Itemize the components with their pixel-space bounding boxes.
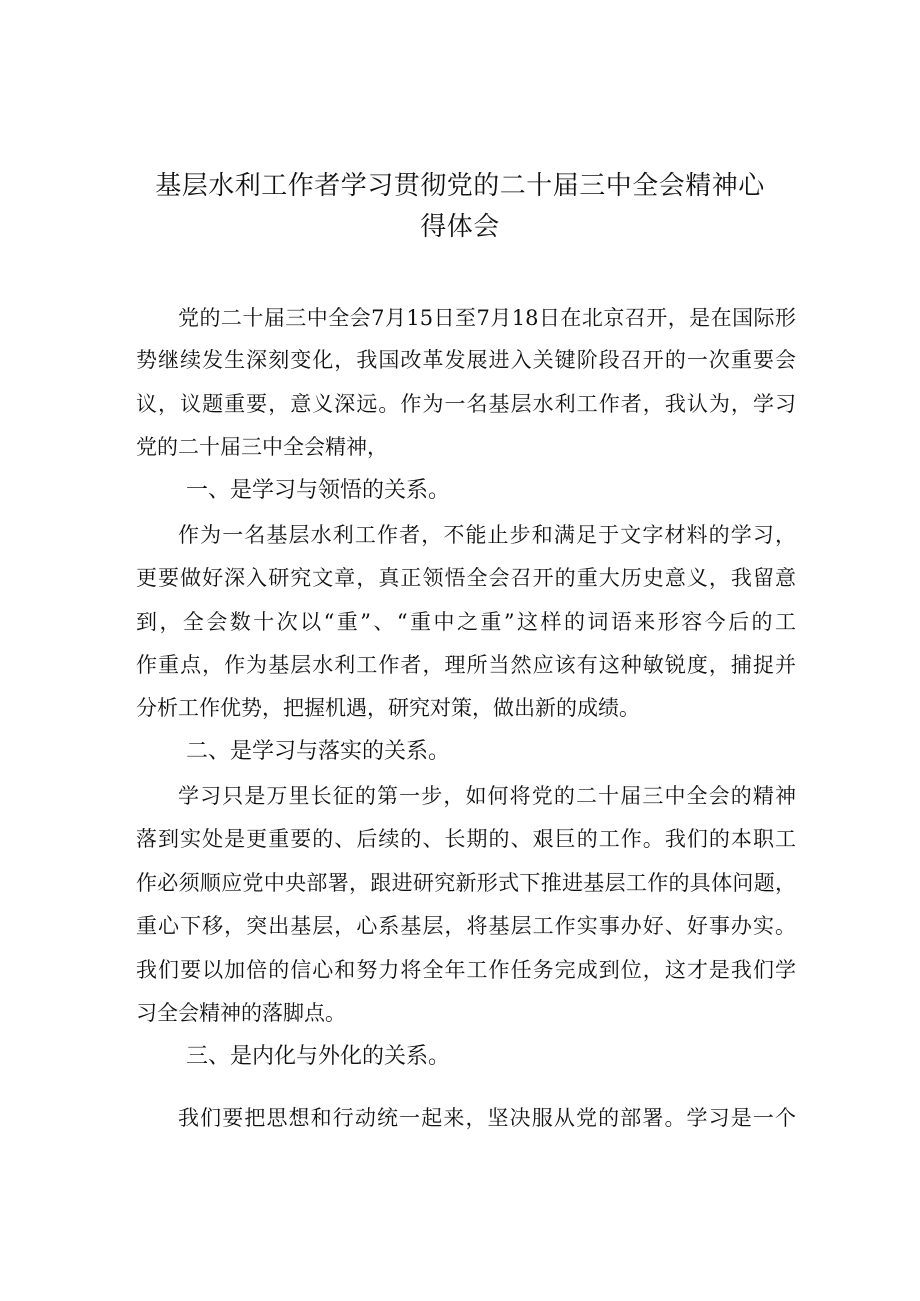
paragraph-2-line-1: 作为一名基层水利工作者，不能止步和满足于文字材料的学习，	[178, 523, 796, 547]
section-heading-2: 二、是学习与落实的关系。	[186, 739, 451, 764]
paragraph-2-line-2: 更要做好深入研究文章，真正领悟全会召开的重大历史意义，我留意	[136, 566, 796, 590]
paragraph-4-line-1: 我们要把思想和行动统一起来，坚决服从党的部署。学习是一个	[178, 1106, 796, 1130]
paragraph-3-line-4: 重心下移，突出基层，心系基层，将基层工作实事办好、好事办实。	[136, 914, 796, 938]
paragraph-3-line-2: 落到实处是更重要的、后续的、长期的、艰巨的工作。我们的本职工	[136, 827, 796, 851]
paragraph-2-line-5: 分析工作优势，把握机遇，研究对策，做出新的成绩。	[136, 696, 640, 720]
section-heading-3: 三、是内化与外化的关系。	[186, 1044, 451, 1069]
paragraph-3-line-3: 作必须顺应党中央部署，跟进研究新形式下推进基层工作的具体问题，	[136, 871, 796, 895]
paragraph-2-line-3: 到，全会数十次以“重”、“重中之重”这样的词语来形容今后的工	[136, 610, 796, 634]
paragraph-2-line-4: 作重点，作为基层水利工作者，理所当然应该有这种敏锐度，捕捉并	[136, 653, 796, 677]
paragraph-3-line-5: 我们要以加倍的信心和努力将全年工作任务完成到位，这才是我们学	[136, 958, 796, 982]
paragraph-1-line-1: 党的二十届三中全会7月15日至7月18日在北京召开，是在国际形	[178, 306, 796, 330]
paragraph-3-line-6: 习全会精神的落脚点。	[136, 1001, 346, 1025]
document-title-line-1: 基层水利工作者学习贯彻党的二十届三中全会精神心	[155, 171, 765, 201]
paragraph-1-line-3: 议，议题重要，意义深远。作为一名基层水利工作者，我认为，学习	[136, 392, 796, 416]
paragraph-1-line-4: 党的二十届三中全会精神，	[136, 435, 388, 459]
section-heading-1: 一、是学习与领悟的关系。	[186, 478, 451, 503]
paragraph-1-line-2: 势继续发生深刻变化，我国改革发展进入关键阶段召开的一次重要会	[136, 348, 796, 372]
paragraph-3-line-1: 学习只是万里长征的第一步，如何将党的二十届三中全会的精神	[178, 784, 796, 808]
document-title-line-2: 得体会	[420, 212, 500, 242]
